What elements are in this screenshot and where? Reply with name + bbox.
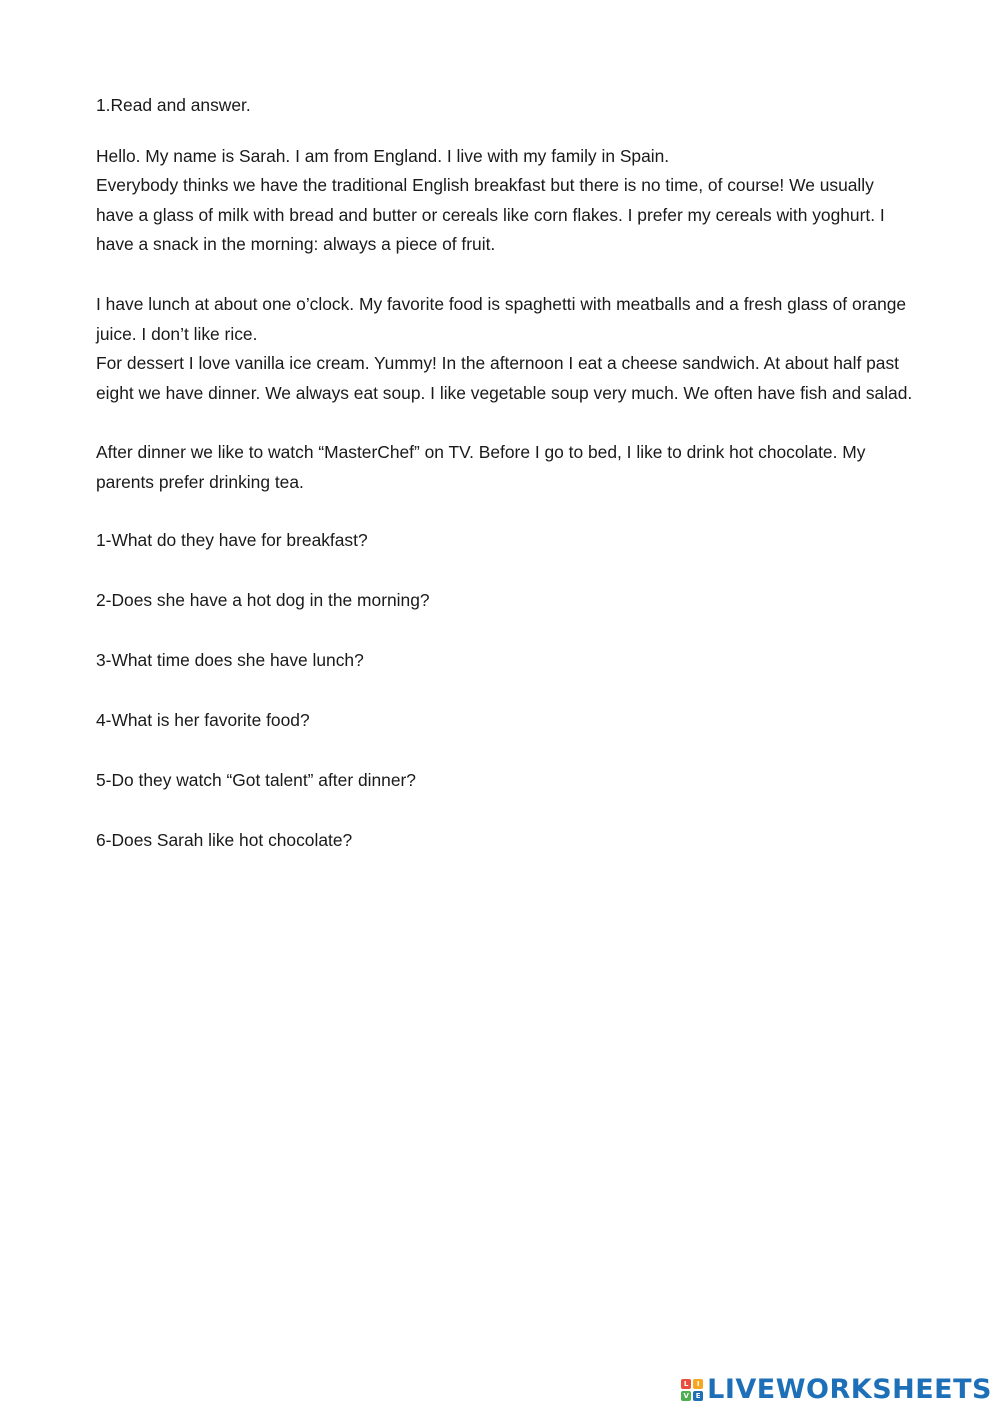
reading-paragraph-lunch: I have lunch at about one o’clock. My favorite food is spaghetti with meatballs and a fresh glass of orange juice. I don’t like rice. [96,293,907,344]
liveworksheets-brand[interactable] [681,1374,992,1405]
question-item: 6-Does Sarah like hot chocolate? [96,830,353,850]
brand-wordmark: LIVEWORKSHEETS [707,1374,992,1405]
logo-tile-red: L [681,1379,691,1389]
logo-tile-blue: E [693,1391,703,1401]
question-item: 2-Does she have a hot dog in the morning? [96,589,430,610]
reading-paragraph-intro: Hello. My name is Sarah. I am from England. I live with my family in Spain. [96,145,670,166]
liveworksheets-logo-icon [681,1379,703,1401]
logo-tile-orange: I [693,1379,703,1389]
question-item: 3-What time does she have lunch? [96,649,364,670]
question-item: 5-Do they watch “Got talent” after dinner? [96,769,416,790]
question-item: 4-What is her favorite food? [96,709,310,730]
logo-tile-green: V [681,1391,691,1401]
worksheet [96,91,916,886]
reading-paragraph-dinner: For dessert I love vanilla ice cream. Yummy! In the afternoon I eat a cheese sandwich. At about half past eight we have dinner. We always eat soup. I like vegetable soup very much. We often have fish and salad. [96,353,913,403]
instruction-heading: 1.Read and answer. [96,95,251,115]
reading-paragraph-breakfast: Everybody thinks we have the traditional English breakfast but there is no time, of course! We usually have a glass of milk with bread and butter or cereals like corn flakes. I prefer my cereals with yoghurt. I have a snack in the morning: always a piece of fruit. [96,175,885,255]
question-list [96,526,916,856]
question-item: 1-What do they have for breakfast? [96,529,368,550]
reading-paragraph-evening: After dinner we like to watch “MasterChef” on TV. Before I go to bed, I like to drink hot chocolate. My parents prefer drinking tea. [96,442,866,492]
